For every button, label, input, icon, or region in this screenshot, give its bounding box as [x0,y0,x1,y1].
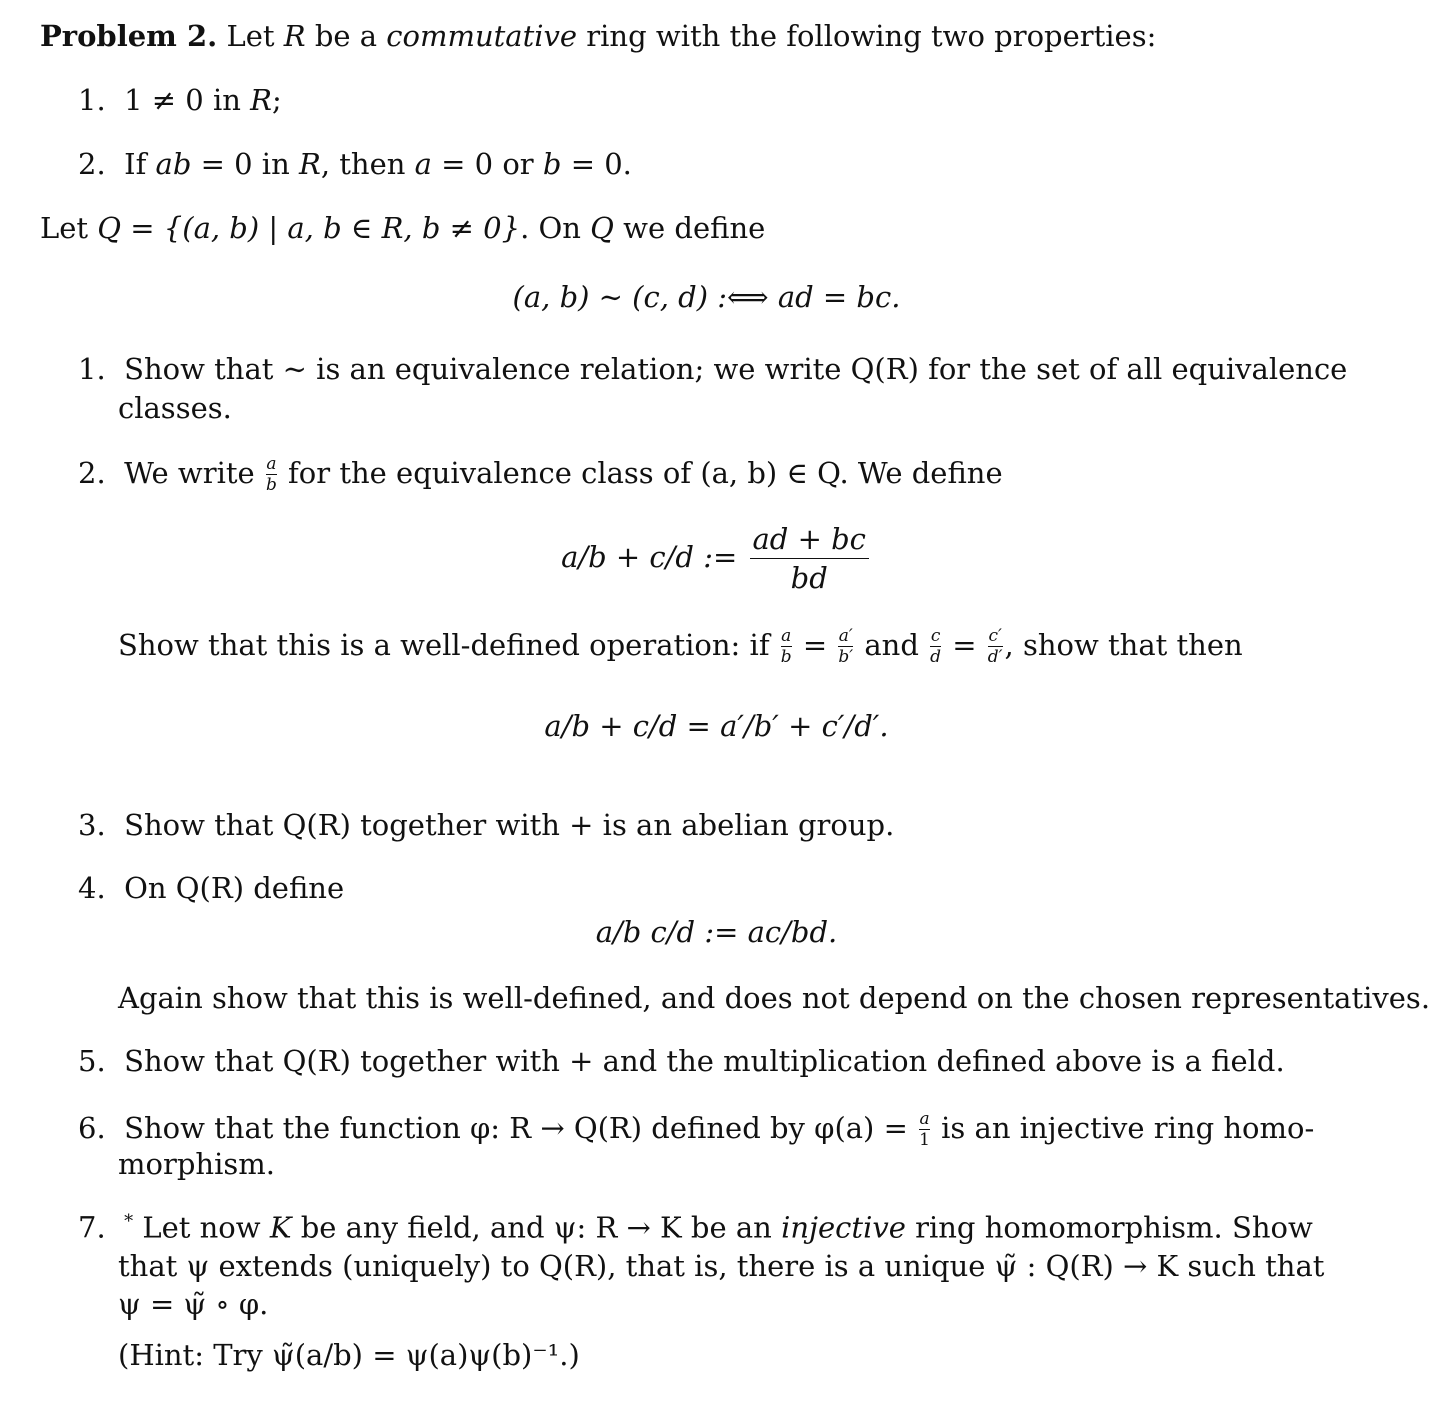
definition-text: we define [623,211,766,245]
item-7-line-3: ψ = ψ̃ ∘ φ. [118,1287,269,1321]
list-item-7 [78,1210,1313,1245]
frac-denominator: b [265,475,277,495]
property-text: , then [320,147,406,181]
list-item-3 [78,808,895,842]
item-text: ring homomorphism. Show [915,1210,1313,1245]
addition-definition [0,522,1433,595]
item-text: and [864,628,919,662]
item-6-continuation: morphism. [118,1147,275,1181]
list-item-6 [78,1111,1314,1149]
item-text: be any field, and ψ: R → K be an [300,1210,772,1245]
list-number: 7. [78,1210,106,1245]
item-text: Show that Q(R) together with + is an abelian group. [124,808,895,842]
set-expression: Q = {(a, b) | a, b ∈ R, b ≠ 0} [97,211,521,245]
list-item-2 [78,456,1003,494]
frac-numerator: ad + bc [750,525,869,559]
property-text: = 0. [570,147,632,181]
intro-text: be a [314,19,378,53]
item-text: Show that this is a well-defined operation: if [118,628,770,662]
problem-label: Problem 2. [40,19,218,53]
ring-symbol: R [283,19,306,53]
math-var: ab [155,147,192,181]
item-text: We write [124,456,255,490]
fraction: $\frac{a'}{b'}$ [838,626,854,667]
list-number: 6. [78,1111,106,1145]
property-2 [78,147,632,181]
fraction: $\frac{c}{d}$ [930,626,942,667]
emphasis-injective: injective [781,1210,906,1245]
property-text: ; [271,83,282,117]
intro-text: Let [226,19,275,53]
intro-text: ring with the following two properties: [586,19,1157,53]
math-var: Q [590,211,614,245]
hint: (Hint: Try ψ̃(a/b) = ψ(a)ψ(b)⁻¹.) [118,1338,580,1372]
math-var: b [542,147,562,181]
math-var: a [414,147,432,181]
fraction: $\frac{a}{b}$ [780,626,792,667]
item-text: Show that the function φ: R → Q(R) defined by φ(a) = [124,1111,908,1145]
fraction-a-over-1: $\frac{a}{1}$ [919,1109,930,1150]
property-1 [78,83,282,117]
list-number: 4. [78,871,106,905]
ring-symbol: R [298,147,321,181]
item-text: for the equivalence class of (a, b) ∈ Q. We define [288,456,1003,490]
frac-numerator: a [266,454,277,474]
definition-text: Let [40,211,89,245]
property-text: = 0 or [441,147,534,181]
list-number: 5. [78,1044,106,1078]
list-number: 1. [78,352,106,386]
item-text: , show that then [1004,628,1243,662]
fraction: $\frac{c'}{d'}$ [987,626,1003,667]
list-number: 2. [78,456,106,490]
star-marker: * [124,1211,134,1232]
item-4-continuation: Again show that this is well-defined, and does not depend on the chosen representatives. [118,981,1431,1015]
relation-equation: (a, b) ∼ (c, d) :⟺ ad = bc. [512,280,901,314]
definition-text: . On [520,211,581,245]
list-item-5 [78,1044,1285,1078]
frac-denominator: bd [790,561,828,595]
list-number: 2. [78,147,106,181]
item-text: is an injective ring homo- [941,1111,1315,1145]
fraction-a-over-b [266,456,277,494]
sum-fraction [750,522,869,595]
well-defined-statement: Show that this is a well-defined operation: if $\frac{a}{b}$ = $\frac{a'}{b'}$ and $\frac{c}{d}$ = $\frac{c'}{d'}$ , show that then [118,626,1243,667]
property-text: = 0 in [200,147,290,181]
equation-lhs: a/b + c/d := [561,540,738,574]
item-text: Show that Q(R) together with + and the multiplication defined above is a field. [124,1044,1285,1078]
item-7-line-2: that ψ extends (uniquely) to Q(R), that is, there is a unique ψ̃ : Q(R) → K such that [118,1249,1325,1283]
property-text: 1 ≠ 0 in [124,83,241,117]
well-defined-equation: a/b + c/d = a′/b′ + c′/d′. [544,709,889,743]
item-1-continuation: classes. [118,391,232,425]
item-text: Show that ∼ is an equivalence relation; we write Q(R) for the set of all equivalence [124,352,1348,386]
item-text: On Q(R) define [124,871,345,905]
list-item-1 [78,352,1348,386]
problem-statement [40,19,1157,53]
math-var: K [269,1210,292,1245]
ring-symbol: R [250,83,272,117]
list-number: 3. [78,808,106,842]
definition-Q [40,211,766,245]
property-text: If [124,147,147,181]
list-number: 1. [78,83,106,117]
emphasis-commutative: commutative [386,19,578,53]
list-item-4 [78,871,345,905]
item-text: Let now [142,1210,261,1245]
multiplication-definition: a/b c/d := ac/bd. [595,915,838,949]
